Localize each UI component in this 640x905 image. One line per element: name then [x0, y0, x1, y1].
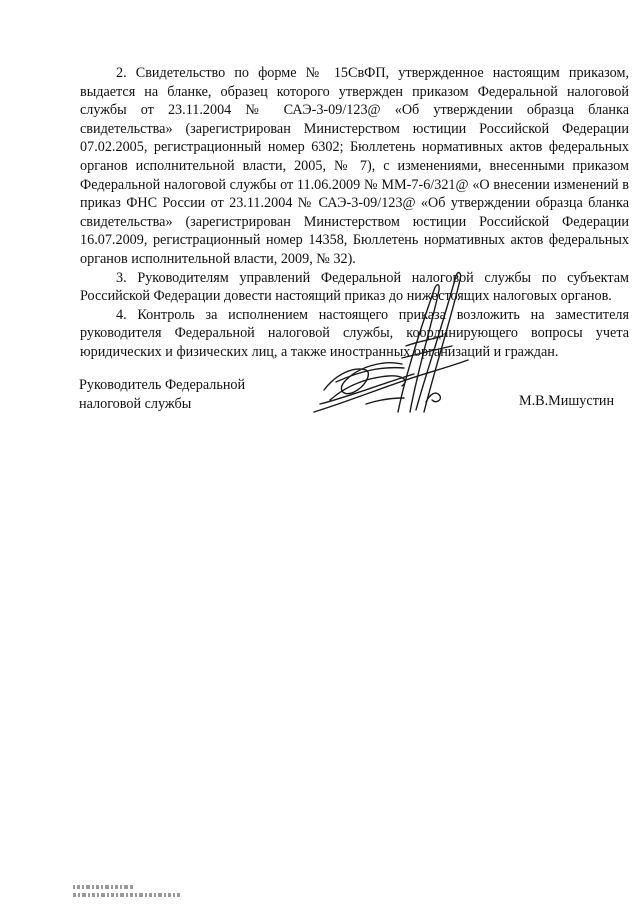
document-body [80, 64, 629, 362]
signer-title-line-2: налоговой службы [79, 395, 192, 412]
signer-name: М.В.Мишустин [519, 393, 615, 409]
paragraph-4: 4. Контроль за исполнением настоящего приказа возложить на заместителя руководителя Федеральной налоговой службы, координирующего вопросы учета юридических и физических лиц, а также иностранных организаций и граждан. [80, 306, 629, 360]
paragraph-3: 3. Руководителям управлений Федеральной налоговой службы по субъектам Российской Федерации довести настоящий приказ до нижестоящих налоговых органов. [80, 269, 629, 305]
paragraph-2: 2. Свидетельство по форме № 15СвФП, утвержденное настоящим приказом, выдается на бланке, образец которого утвержден приказом Федеральной налоговой службы от 23.11.2004 № САЭ-3-09/123@ «Об утверждении образца бланка свидетельства» (зарегистрирован Министерством юстиции Российской Федерации 07.02.2005, регистрационный номер 6302; Бюллетень нормативных актов федеральных органов исполнительной власти, 2005, № 7), с изменениями, внесенными приказом Федеральной налоговой службы от 11.06.2009 № ММ-7-6/321@ «О внесении изменений в приказ ФНС России от 23.11.2004 № САЭ-3-09/123@ «Об утверждении образца бланка свидетельства» (зарегистрирован Министерством юстиции Российской Федерации 16.07.2009, регистрационный номер 14358, Бюллетень нормативных актов федеральных органов исполнительной власти, 2009, № 32). [80, 65, 629, 267]
signer-title [79, 376, 299, 413]
signer-title-line-1: Руководитель Федеральной [79, 377, 246, 393]
scanner-footer-mark [73, 883, 188, 899]
